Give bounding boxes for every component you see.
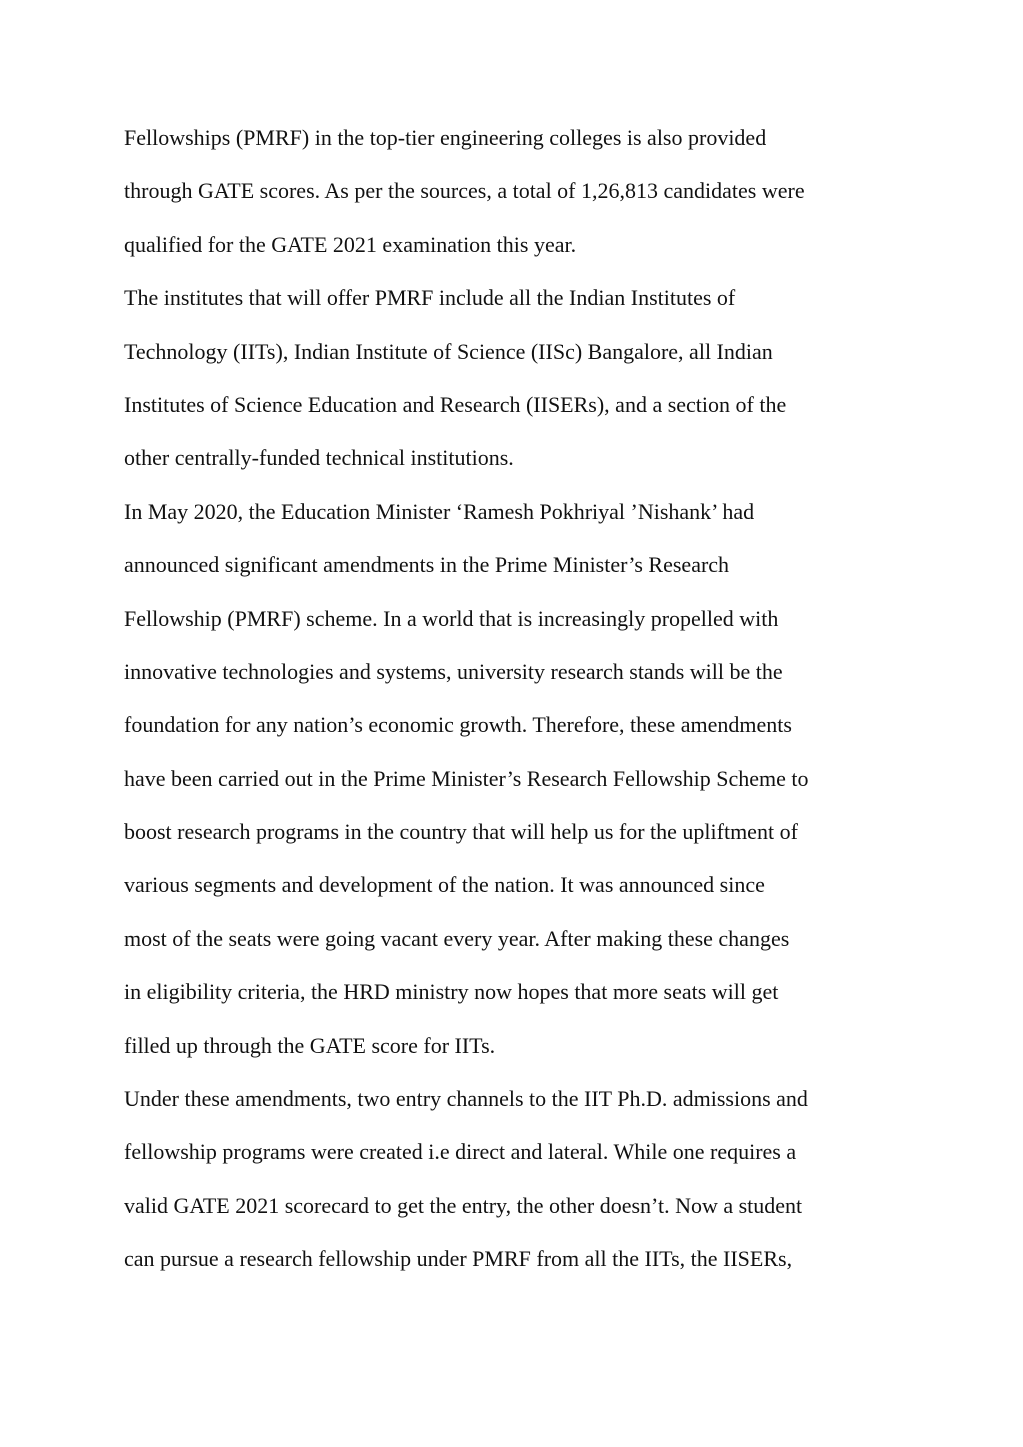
text-line: can pursue a research fellowship under PMRF from all the IITs, the IISERs, <box>124 1246 793 1272</box>
text-line: fellowship programs were created i.e direct and lateral. While one requires a <box>124 1139 797 1165</box>
text-line: Technology (IITs), Indian Institute of Science (IISc) Bangalore, all Indian <box>124 338 773 364</box>
text-line: various segments and development of the nation. It was announced since <box>124 872 765 898</box>
text-line: foundation for any nation’s economic growth. Therefore, these amendments <box>124 712 792 738</box>
text-line: Fellowships (PMRF) in the top-tier engineering colleges is also provided <box>124 125 767 150</box>
text-line: In May 2020, the Education Minister ‘Ramesh Pokhriyal ’Nishank’ had <box>124 498 755 524</box>
text-line: through GATE scores. As per the sources, a total of 1,26,813 candidates were <box>124 178 805 204</box>
text-line: valid GATE 2021 scorecard to get the entry, the other doesn’t. Now a student <box>124 1192 803 1218</box>
text-line: announced significant amendments in the Prime Minister’s Research <box>124 552 730 578</box>
text-line: Institutes of Science Education and Research (IISERs), and a section of the <box>124 391 787 417</box>
text-line: Under these amendments, two entry channels to the IIT Ph.D. admissions and <box>124 1086 808 1112</box>
text-line: have been carried out in the Prime Minister’s Research Fellowship Scheme to <box>124 765 809 791</box>
text-line: innovative technologies and systems, university research stands will be the <box>124 658 783 684</box>
text-line: Fellowship (PMRF) scheme. In a world that is increasingly propelled with <box>124 605 779 631</box>
text-line: qualified for the GATE 2021 examination this year. <box>124 231 577 257</box>
text-line: most of the seats were going vacant every year. After making these changes <box>124 925 790 951</box>
text-line: filled up through the GATE score for IITs. <box>124 1032 496 1058</box>
text-line: boost research programs in the country that will help us for the upliftment of <box>124 819 798 845</box>
text-line: The institutes that will offer PMRF include all the Indian Institutes of <box>124 285 736 311</box>
document-page <box>124 120 914 1295</box>
text-line: other centrally-funded technical institutions. <box>124 445 514 471</box>
text-line: in eligibility criteria, the HRD ministry now hopes that more seats will get <box>124 979 779 1005</box>
